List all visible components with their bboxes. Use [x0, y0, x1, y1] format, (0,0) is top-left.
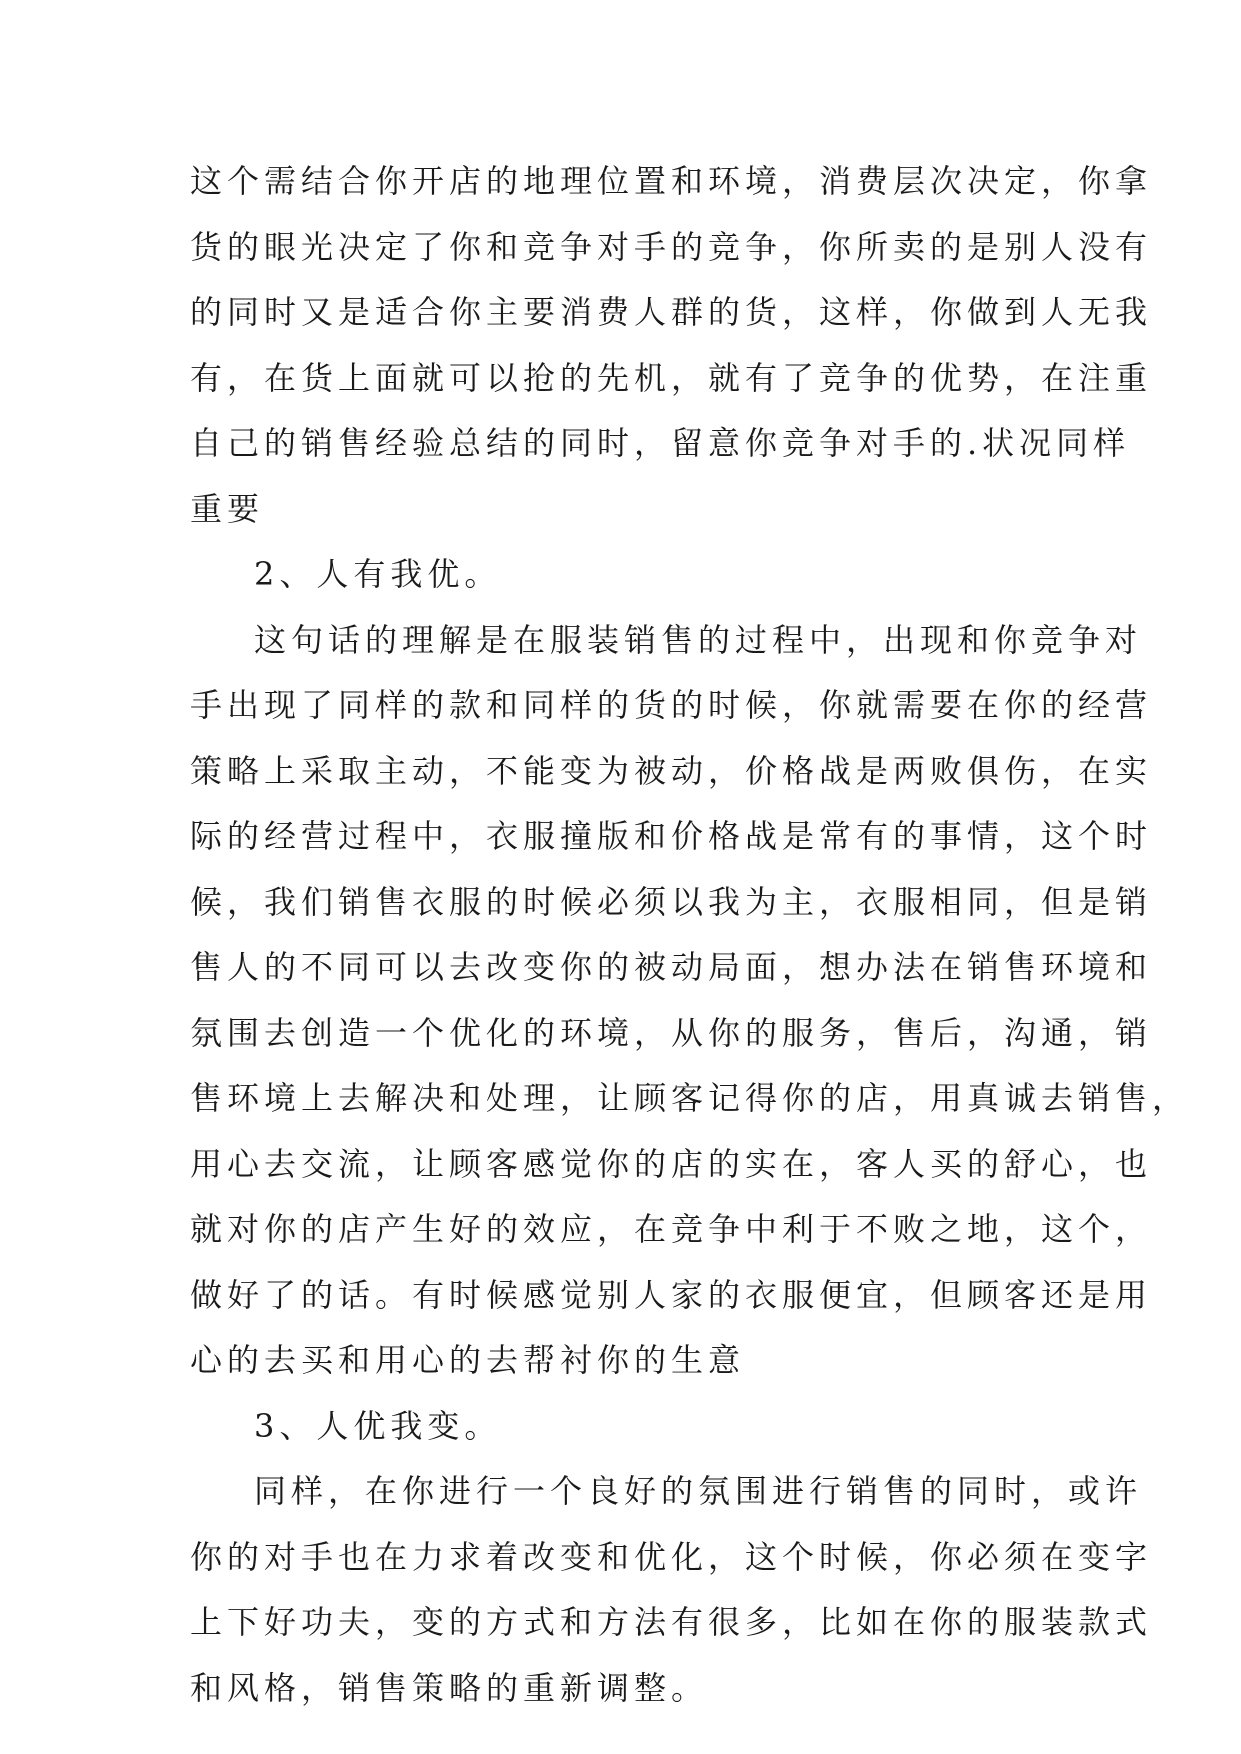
text-line: 心的去买和用心的去帮衬你的生意	[190, 1341, 746, 1379]
text-line: 这句话的理解是在服装销售的过程中，出现和你竞争对	[254, 620, 1143, 659]
text-line: 策略上采取主动，不能变为被动，价格战是两败俱伤，在实	[190, 751, 1153, 790]
text-line: 3、人优我变。	[254, 1406, 502, 1445]
text-line: 货的眼光决定了你和竞争对手的竞争，你所卖的是别人没有	[190, 227, 1153, 266]
document-body	[190, 149, 1190, 1721]
text-line: 这个需结合你开店的地理位置和环境，消费层次决定，你拿	[190, 162, 1153, 200]
text-line: 做好了的话。有时候感觉别人家的衣服便宜，但顾客还是用	[190, 1275, 1153, 1314]
text-line: 同样，在你进行一个良好的氛围进行销售的同时，或许	[254, 1472, 1143, 1510]
text-line: 你的对手也在力求着改变和优化，这个时候，你必须在变字	[190, 1537, 1153, 1576]
text-line: 手出现了同样的款和同样的货的时候，你就需要在你的经营	[190, 686, 1153, 724]
text-line: 售环境上去解决和处理，让顾客记得你的店，用真诚去销售，	[190, 1079, 1190, 1117]
text-line: 售人的不同可以去改变你的被动局面，想办法在销售环境和	[190, 948, 1153, 986]
text-line: 2、人有我优。	[254, 555, 502, 593]
text-line: 有，在货上面就可以抢的先机，就有了竞争的优势，在注重	[190, 358, 1153, 397]
text-line: 候，我们销售衣服的时候必须以我为主，衣服相同，但是销	[190, 882, 1153, 921]
text-line: 上下好功夫，变的方式和方法有很多，比如在你的服装款式	[190, 1603, 1153, 1641]
text-line: 际的经营过程中，衣服撞版和价格战是常有的事情，这个时	[190, 817, 1153, 855]
text-line: 重要	[190, 489, 265, 528]
text-line: 用心去交流，让顾客感觉你的店的实在，客人买的舒心，也	[190, 1144, 1153, 1183]
text-line: 自己的销售经验总结的同时，留意你竞争对手的.状况同样	[190, 424, 1131, 462]
text-line: 的同时又是适合你主要消费人群的货，这样，你做到人无我	[190, 293, 1153, 331]
text-line: 和风格，销售策略的重新调整。	[190, 1668, 709, 1707]
text-line: 就对你的店产生好的效应，在竞争中利于不败之地，这个，	[190, 1210, 1153, 1248]
text-line: 氛围去创造一个优化的环境，从你的服务，售后，沟通，销	[190, 1013, 1153, 1052]
